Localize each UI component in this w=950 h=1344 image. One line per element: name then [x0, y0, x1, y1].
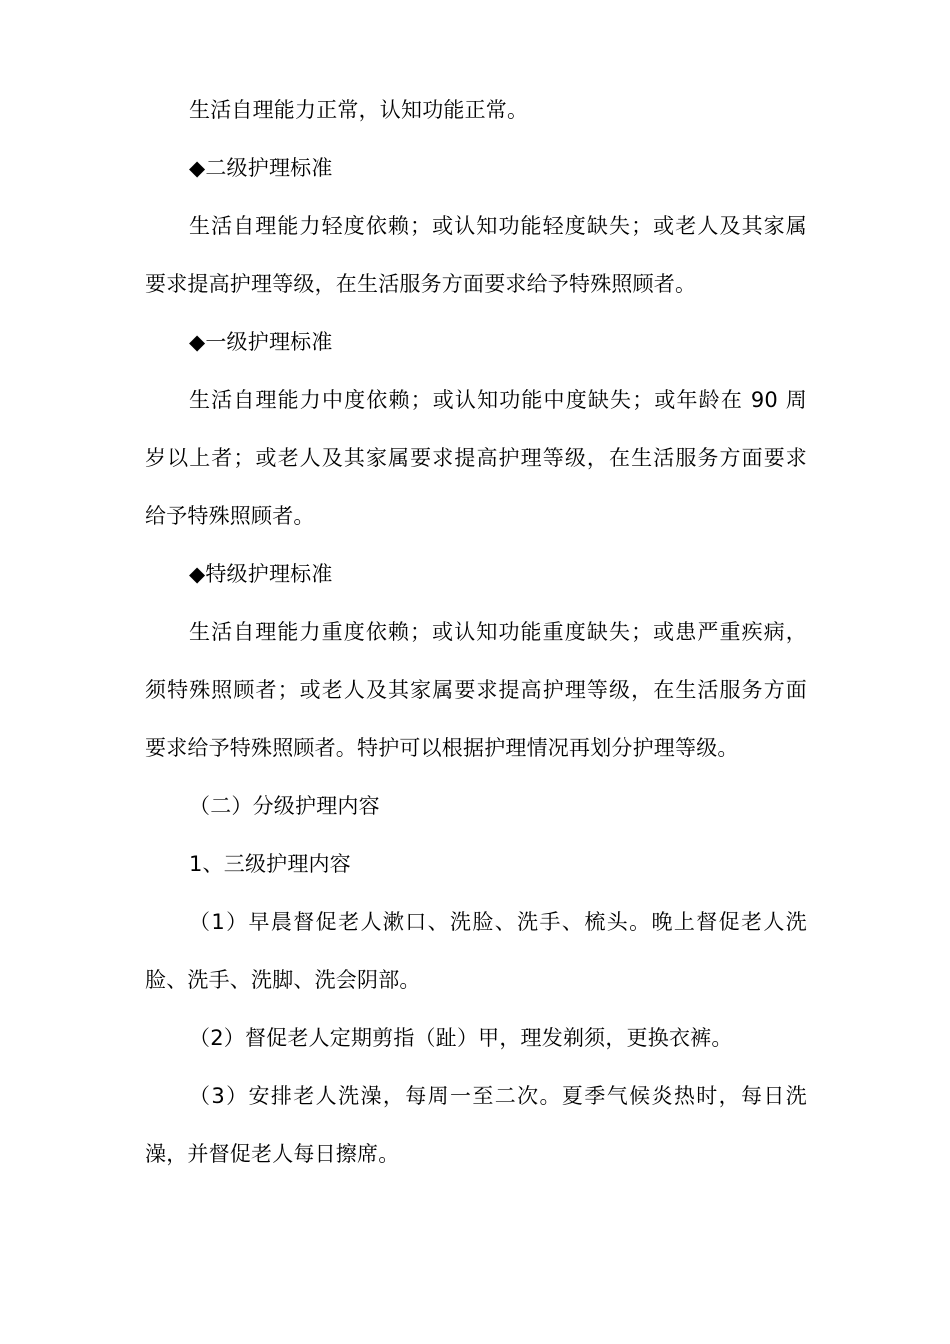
paragraph-line: 给予特殊照顾者。 — [145, 504, 315, 528]
paragraph-line: （3）安排老人洗澡，每周一至二次。夏季气候炎热时，每日洗 — [189, 1084, 807, 1108]
paragraph-line: 生活自理能力轻度依赖；或认知功能轻度缺失；或老人及其家属 — [189, 214, 807, 238]
section-heading: ◆一级护理标准 — [189, 330, 333, 354]
paragraph-line: 生活自理能力中度依赖；或认知功能中度缺失；或年龄在 90 周 — [189, 388, 807, 412]
paragraph-line: 要求给予特殊照顾者。特护可以根据护理情况再划分护理等级。 — [145, 736, 739, 760]
paragraph-line: 要求提高护理等级，在生活服务方面要求给予特殊照顾者。 — [145, 272, 697, 296]
paragraph-line: 生活自理能力正常，认知功能正常。 — [189, 98, 529, 122]
section-heading: ◆特级护理标准 — [189, 562, 333, 586]
paragraph-line: 澡，并督促老人每日擦席。 — [145, 1142, 400, 1166]
section-heading: ◆二级护理标准 — [189, 156, 333, 180]
paragraph-line: （2）督促老人定期剪指（趾）甲，理发剃须，更换衣裤。 — [189, 1026, 733, 1050]
subsection-heading: 1、三级护理内容 — [189, 852, 351, 876]
paragraph-line: 须特殊照顾者；或老人及其家属要求提高护理等级，在生活服务方面 — [145, 678, 807, 702]
paragraph-line: （1）早晨督促老人漱口、洗脸、洗手、梳头。晚上督促老人洗 — [189, 910, 807, 934]
paragraph-line: 岁以上者；或老人及其家属要求提高护理等级，在生活服务方面要求 — [145, 446, 807, 470]
paragraph-line: 脸、洗手、洗脚、洗会阴部。 — [145, 968, 421, 992]
paragraph-line: 生活自理能力重度依赖；或认知功能重度缺失；或患严重疾病， — [189, 620, 807, 644]
subsection-heading: （二）分级护理内容 — [189, 794, 380, 818]
